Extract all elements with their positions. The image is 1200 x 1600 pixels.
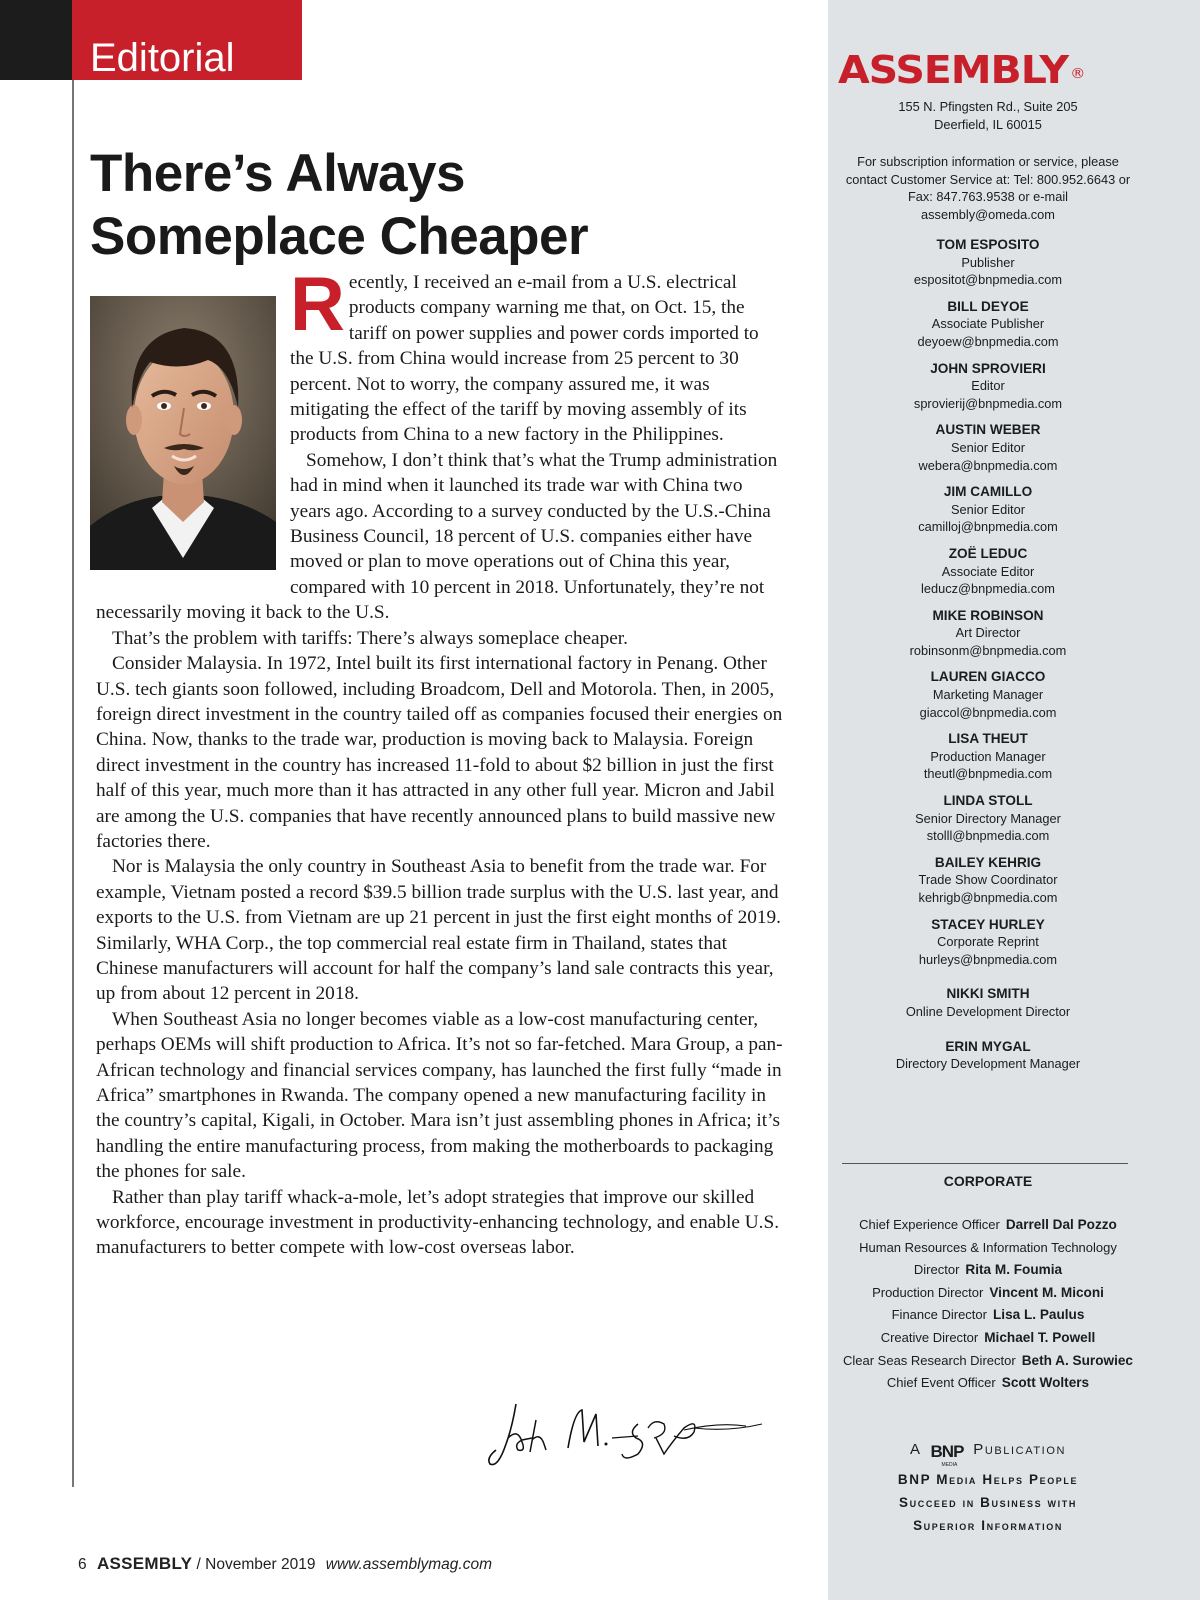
registered-mark: ® (1070, 66, 1085, 82)
staff-entry (828, 545, 1148, 598)
staff-name: JIM CAMILLO (943, 484, 1033, 500)
staff-name: TOM ESPOSITO (936, 237, 1040, 252)
staff-title: Corporate Reprint (937, 934, 1039, 950)
footer-issue: / November 2019 (196, 1556, 316, 1573)
article-body (96, 262, 786, 1261)
corporate-title: Clear Seas Research Director (843, 1352, 1016, 1368)
staff-name: AUSTIN WEBER (935, 422, 1041, 438)
staff-email[interactable]: webera@bnpmedia.com (918, 457, 1058, 473)
subscription-info (828, 153, 1148, 223)
staff-title: Senior Editor (951, 439, 1025, 455)
corporate-entry (828, 1350, 1148, 1373)
article-paragraph-3: That’s the problem with tariffs: There’s always someplace cheaper. (112, 627, 628, 649)
corporate-name: Vincent M. Miconi (989, 1284, 1104, 1300)
staff-entry (828, 668, 1148, 721)
tagline-line: Succeed in Business with (899, 1495, 1077, 1510)
headline-line-1: There’s Always (90, 144, 465, 203)
corporate-title: Chief Experience Officer (859, 1217, 1000, 1232)
staff-name: MIKE ROBINSON (932, 607, 1044, 623)
staff-entry (828, 792, 1148, 845)
staff-email[interactable]: stolll@bnpmedia.com (926, 828, 1050, 844)
corporate-name: Lisa L. Paulus (992, 1307, 1085, 1323)
bnp-logo (930, 1436, 964, 1468)
masthead-panel (828, 0, 1200, 1600)
staff-entry (828, 483, 1148, 536)
staff-name: NIKKI SMITH (946, 986, 1030, 1002)
publication-prefix: A (909, 1441, 921, 1458)
staff-list (828, 236, 1148, 1082)
staff-entry (828, 916, 1148, 969)
bnp-logo-text: bnp (930, 1436, 964, 1463)
corporate-entry (828, 1237, 1148, 1260)
staff-entry (828, 421, 1148, 474)
staff-title: Marketing Manager (932, 687, 1044, 703)
staff-email[interactable]: leducz@bnpmedia.com (921, 581, 1055, 597)
corporate-entry (828, 1327, 1148, 1350)
staff-title: Senior Directory Manager (915, 810, 1061, 826)
staff-entry (828, 985, 1148, 1020)
logo-text: ASSEMBLY (838, 48, 1069, 92)
staff-name: BAILEY KEHRIG (934, 854, 1042, 870)
staff-email[interactable]: camilloj@bnpmedia.com (918, 519, 1058, 535)
article-paragraph-5: Nor is Malaysia the only country in Southeast Asia to benefit from the trade war. For example, Vietnam posted a record $39.5 billion trade surplus with the U.S. last year, and exports to the U.S. from Vietnam are up 21 percent in just the first eight months of 2019. Similarly, WHA Corp., the top commercial real estate firm in Thailand, states that Chinese manufacturers will account for half the company’s land sale contracts this year, up from about 12 percent in 2018. (96, 856, 781, 1005)
staff-title: Senior Editor (951, 501, 1025, 517)
staff-title: Art Director (955, 625, 1021, 641)
corporate-divider (842, 1163, 1128, 1164)
staff-entry (828, 607, 1148, 660)
article-paragraph-2: Somehow, I don’t think that’s what the Trump administration had in mind when it launched its trade war with China two years ago. According to a survey conducted by the U.S.-China Business Council, 18 percent of U.S. companies either have moved or plan to move operations out of China this year, compared with 10 percent in 2018. Unfortunately, they’re not necessarily moving it back to the U.S. (96, 449, 778, 624)
article-paragraph-6: When Southeast Asia no longer becomes viable as a low-cost manufacturing center, perhaps OEMs will shift production to Africa. It’s not so far-fetched. Mara Group, a pan-African technology and financial services company, has launched the first fully “made in Africa” smartphones in Rwanda. The company opened a new manufacturing facility in the country’s capital, Kigali, in October. Mara isn’t just assembling phones in Africa; it’s handling the entire manufacturing process, from making the motherboards to packaging the phones for sale. (96, 1008, 783, 1183)
staff-email[interactable]: theutl@bnpmedia.com (923, 766, 1053, 782)
staff-title: Associate Publisher (931, 316, 1045, 332)
corporate-list (828, 1214, 1148, 1395)
assembly-logo (838, 48, 1132, 92)
footer-url[interactable]: www.assemblymag.com (325, 1556, 493, 1573)
paragraph-text: ecently, I received an e-mail from a U.S. electrical products company warning me that, on Oct. 15, the tariff on power supplies and power cords imported to the U.S. from China would increase from 25 percent to 30 percent. Not to worry, the company assured me, it was mitigating the effect of the tariff by moving assembly of its products from China to a new factory in the Philippines. (290, 272, 759, 446)
staff-email[interactable]: robinsonm@bnpmedia.com (909, 642, 1067, 658)
staff-title: Production Manager (930, 748, 1046, 764)
bnp-logo-sub: media (941, 1461, 958, 1468)
subscription-line: contact Customer Service at: Tel: 800.952.6643 or (845, 171, 1131, 187)
staff-name: JOHN SPROVIERI (930, 360, 1046, 376)
staff-name: ZOË LEDUC (948, 545, 1028, 561)
staff-entry (828, 298, 1148, 351)
subscription-line: For subscription information or service, please (857, 154, 1119, 169)
article-paragraph-4: Consider Malaysia. In 1972, Intel built its first international factory in Penang. Other U.S. tech giants soon followed, including Broadcom, Dell and Motorola. Then, in 2005, foreign direct investment in the country tailed off as companies focused their energies on China. Now, thanks to the trade war, production is moving back to Malaysia. Foreign direct investment in the country has increased 11-fold to about $2 billion in just the first half of this year, much more than it has attracted in any other full year. Micron and Jabil are among the U.S. companies that have recently announced plans to build massive new factories there. (96, 653, 783, 852)
masthead-address (828, 98, 1148, 133)
corporate-title: Production Director (872, 1284, 984, 1300)
subscription-email[interactable]: assembly@omeda.com (921, 206, 1055, 222)
tagline-line: Superior Information (913, 1518, 1063, 1533)
address-line-1: 155 N. Pfingsten Rd., Suite 205 (898, 99, 1078, 114)
tagline-line: BNP Media Helps People (897, 1472, 1079, 1487)
staff-title: Directory Development Manager (895, 1056, 1081, 1072)
staff-title: Online Development Director (905, 1003, 1071, 1019)
staff-email[interactable]: sprovierij@bnpmedia.com (913, 395, 1063, 411)
bnp-publication-line (828, 1436, 1148, 1468)
subscription-line: Fax: 847.763.9538 or e-mail (907, 189, 1069, 205)
staff-email[interactable]: giaccol@bnpmedia.com (919, 704, 1057, 720)
page-footer (78, 1554, 492, 1574)
staff-entry (828, 730, 1148, 783)
headline-line-2: Someplace Cheaper (90, 207, 589, 266)
drop-cap: R (290, 262, 345, 347)
article-headline (90, 142, 810, 268)
staff-name: BILL DEYOE (947, 298, 1029, 314)
staff-name: LAUREN GIACCO (930, 669, 1046, 685)
staff-name: STACEY HURLEY (931, 916, 1045, 932)
corporate-title: Chief Event Officer (886, 1375, 996, 1391)
staff-email[interactable]: deyoew@bnpmedia.com (917, 333, 1059, 349)
section-tab (72, 0, 302, 80)
corporate-entry (828, 1372, 1148, 1395)
address-line-2: Deerfield, IL 60015 (934, 116, 1042, 132)
footer-magazine-name: ASSEMBLY (96, 1554, 193, 1573)
article-paragraph-7: Rather than play tariff whack-a-mole, let’s adopt strategies that improve our skilled workforce, encourage investment in productivity-enhancing technology, and enable U.S. manufacturers to better compete with low-cost overseas labor. (96, 1186, 780, 1259)
corner-block (0, 0, 72, 80)
corporate-entry (828, 1282, 1148, 1305)
staff-entry (828, 854, 1148, 907)
corporate-heading: CORPORATE (943, 1173, 1033, 1189)
section-label: Editorial (90, 36, 235, 80)
staff-email[interactable]: kehrigb@bnpmedia.com (918, 890, 1058, 905)
staff-title: Publisher (961, 254, 1015, 270)
staff-title: Trade Show Coordinator (918, 872, 1058, 888)
editor-signature (488, 1398, 763, 1478)
corporate-name: Michael T. Powell (984, 1329, 1096, 1345)
page-number: 6 (78, 1556, 87, 1573)
staff-entry (828, 1038, 1148, 1073)
corporate-entry (828, 1214, 1148, 1237)
corporate-entry (828, 1304, 1148, 1327)
staff-email[interactable]: espositot@bnpmedia.com (913, 272, 1063, 288)
staff-title: Editor (971, 378, 1005, 394)
staff-name: ERIN MYGAL (945, 1038, 1031, 1054)
corporate-title: Director (913, 1262, 960, 1278)
corporate-name: Rita M. Foumia (965, 1262, 1063, 1278)
publication-suffix: Publication (973, 1441, 1067, 1458)
staff-title: Associate Editor (941, 563, 1035, 579)
corporate-name: Beth A. Surowiec (1021, 1352, 1133, 1368)
photo-wrap-spacer (96, 270, 290, 576)
left-rule (72, 80, 74, 1487)
staff-name: LISA THEUT (948, 731, 1028, 747)
corporate-name: Darrell Dal Pozzo (1005, 1217, 1117, 1232)
staff-entry (828, 360, 1148, 413)
corporate-title: Finance Director (891, 1307, 987, 1323)
staff-email[interactable]: hurleys@bnpmedia.com (918, 951, 1058, 967)
corporate-title: Human Resources & Information Technology (859, 1239, 1117, 1255)
bnp-tagline (828, 1468, 1148, 1537)
staff-name: LINDA STOLL (943, 793, 1033, 809)
staff-entry (828, 236, 1148, 289)
corporate-name: Scott Wolters (1001, 1375, 1090, 1391)
corporate-entry (828, 1259, 1148, 1282)
corporate-title: Creative Director (880, 1329, 979, 1345)
